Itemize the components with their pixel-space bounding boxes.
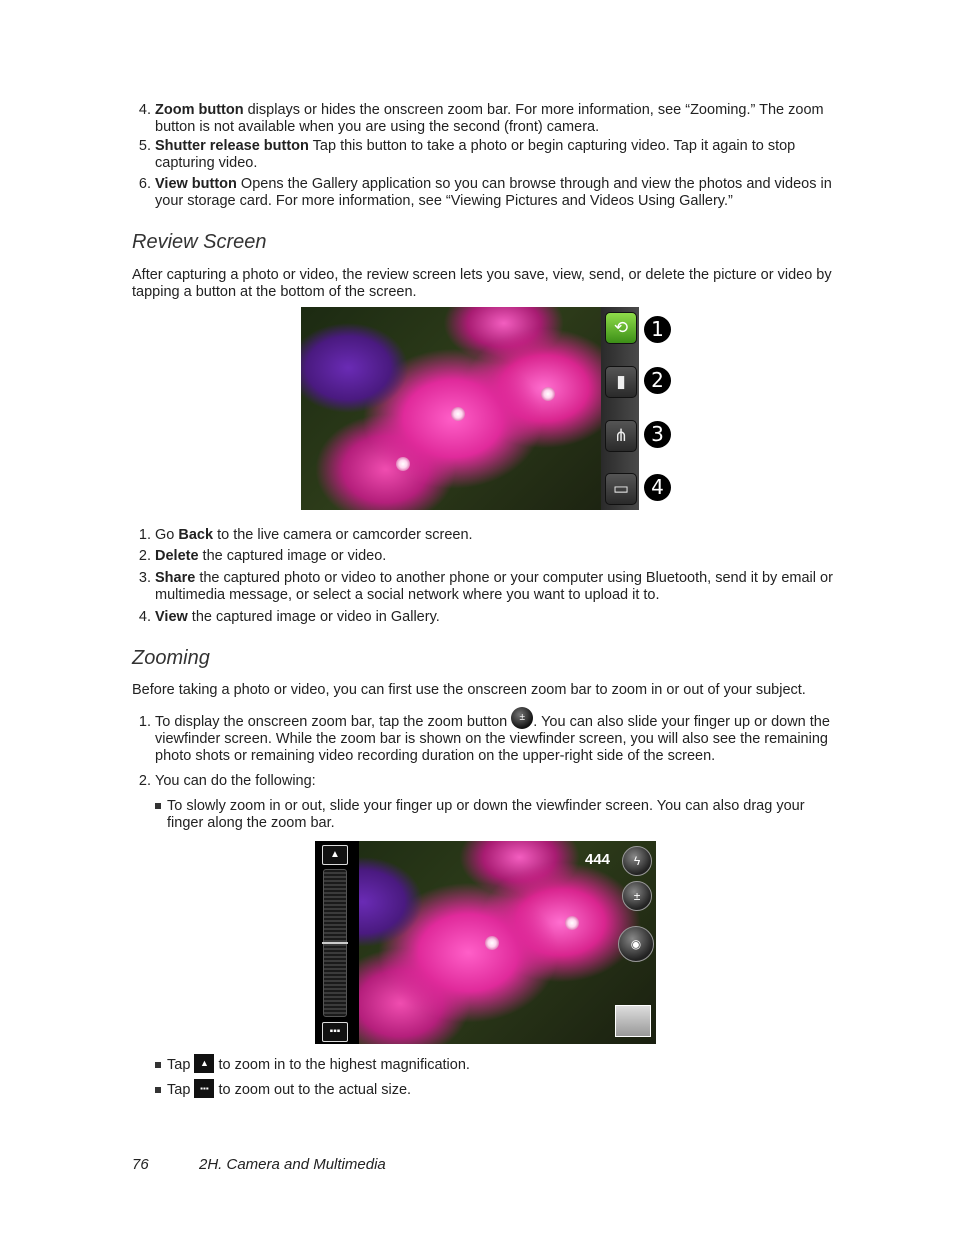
flower-center xyxy=(451,407,465,421)
term: Share xyxy=(155,570,196,586)
bullet-marker xyxy=(155,803,161,809)
gallery-thumbnail-icon[interactable] xyxy=(615,1005,651,1037)
step1-suffix: . You can also slide your finger up or down the viewfinder screen. While the zoom bar is shown on the viewfinder screen, you will also see the remaining photo shots or remaining video recording duration on the upper-right side of the screen. xyxy=(155,714,830,764)
section-heading-zooming: Zooming xyxy=(132,647,210,669)
zoom-in-max-icon[interactable]: ▲ xyxy=(322,845,348,865)
list-number: 6. xyxy=(138,176,151,192)
list-text xyxy=(155,548,838,565)
list-number: 3. xyxy=(138,570,151,586)
list-text xyxy=(155,176,838,210)
term: View button xyxy=(155,176,237,192)
shutter-icon[interactable]: ◉ xyxy=(618,926,654,962)
prefix: Go xyxy=(155,527,179,543)
term: Delete xyxy=(155,548,199,564)
description: Opens the Gallery application so you can browse through and view the photos and videos in your storage card. For more information, see “Viewing Pictures and Videos Using Gallery.” xyxy=(155,176,832,209)
list-number: 5. xyxy=(138,138,151,154)
list-number: 1. xyxy=(138,527,151,543)
bullet-marker xyxy=(155,1062,161,1068)
flower-center xyxy=(485,936,499,950)
description: the captured photo or video to another phone or your computer using Bluetooth, send it by email or multimedia message, or select a social network where you want to upload it to. xyxy=(155,570,833,603)
viewfinder-image xyxy=(315,841,656,1044)
bullet-text xyxy=(167,1082,838,1099)
share-icon[interactable]: ⋔ xyxy=(605,420,637,452)
bullet-text: To slowly zoom in or out, slide your finger up or down the viewfinder screen. You can also drag your finger along the zoom bar. xyxy=(167,798,805,831)
callout-1: 1 xyxy=(644,316,671,343)
list-text xyxy=(155,570,838,604)
bullet-marker xyxy=(155,1087,161,1093)
review-screen-image xyxy=(301,307,639,510)
bullet-text xyxy=(167,1057,838,1074)
list-text: You can do the following: xyxy=(155,773,316,789)
zoom-out-icon[interactable]: ▪▪▪ xyxy=(322,1022,348,1042)
zooming-intro: Before taking a photo or video, you can first use the onscreen zoom bar to zoom in or out of your subject. xyxy=(132,682,806,698)
bullet-prefix: Tap xyxy=(167,1057,195,1073)
gallery-icon[interactable]: ▭ xyxy=(605,473,637,505)
bullet-suffix: to zoom out to the actual size. xyxy=(214,1082,412,1098)
list-number: 2. xyxy=(138,773,151,789)
zoom-out-icon: ▪▪▪ xyxy=(194,1079,214,1098)
flash-icon[interactable]: ϟ xyxy=(622,846,652,876)
callout-4: 4 xyxy=(644,474,671,501)
description: the captured image or video. xyxy=(198,548,387,564)
list-number: 2. xyxy=(138,548,151,564)
review-sidebar xyxy=(601,307,639,510)
zoom-in-max-icon: ▲ xyxy=(194,1054,214,1073)
zoom-button-icon: ± xyxy=(511,707,533,729)
page-number: 76 xyxy=(132,1156,149,1173)
term: Back xyxy=(178,527,214,543)
callout-3: 3 xyxy=(644,421,671,448)
footer-section: 2H. Camera and Multimedia xyxy=(199,1156,386,1173)
callout-2: 2 xyxy=(644,367,671,394)
zoom-toggle-icon[interactable]: ± xyxy=(622,881,652,911)
flower-center xyxy=(396,457,410,471)
flower-center xyxy=(541,387,555,401)
shots-remaining: 444 xyxy=(585,851,611,868)
description: Tap this button to take a photo or begin capturing video. Tap it again to stop capturing video. xyxy=(155,138,796,171)
list-number: 4. xyxy=(138,609,151,625)
step1-prefix: To display the onscreen zoom bar, tap the zoom button xyxy=(155,714,512,730)
term: Shutter release button xyxy=(155,138,309,154)
list-text xyxy=(155,527,838,544)
back-icon[interactable]: ⟲ xyxy=(605,312,637,344)
section-heading-review: Review Screen xyxy=(132,231,267,253)
list-number: 1. xyxy=(138,714,151,730)
flower-center xyxy=(565,916,579,930)
trash-icon[interactable]: ▮ xyxy=(605,366,637,398)
list-text xyxy=(155,714,838,765)
review-intro: After capturing a photo or video, the review screen lets you save, view, send, or delete the picture or video by tapping a button at the bottom of the screen. xyxy=(132,267,832,300)
list-text xyxy=(155,102,838,136)
zoom-slider-track[interactable] xyxy=(323,869,347,1017)
description: the captured image or video in Gallery. xyxy=(187,609,440,625)
list-text xyxy=(155,138,838,172)
term: View xyxy=(155,609,188,625)
bullet-prefix: Tap xyxy=(167,1082,195,1098)
term: Zoom button xyxy=(155,102,244,118)
description: displays or hides the onscreen zoom bar. For more information, see “Zooming.” The zoom button is not available when you are using the second (front) camera. xyxy=(155,102,824,135)
list-number: 4. xyxy=(138,102,151,118)
bullet-suffix: to zoom in to the highest magnification. xyxy=(214,1057,470,1073)
zoom-slider-thumb[interactable] xyxy=(322,942,348,944)
list-text xyxy=(155,609,838,626)
description: to the live camera or camcorder screen. xyxy=(213,527,473,543)
zoom-bar[interactable] xyxy=(315,841,359,1044)
